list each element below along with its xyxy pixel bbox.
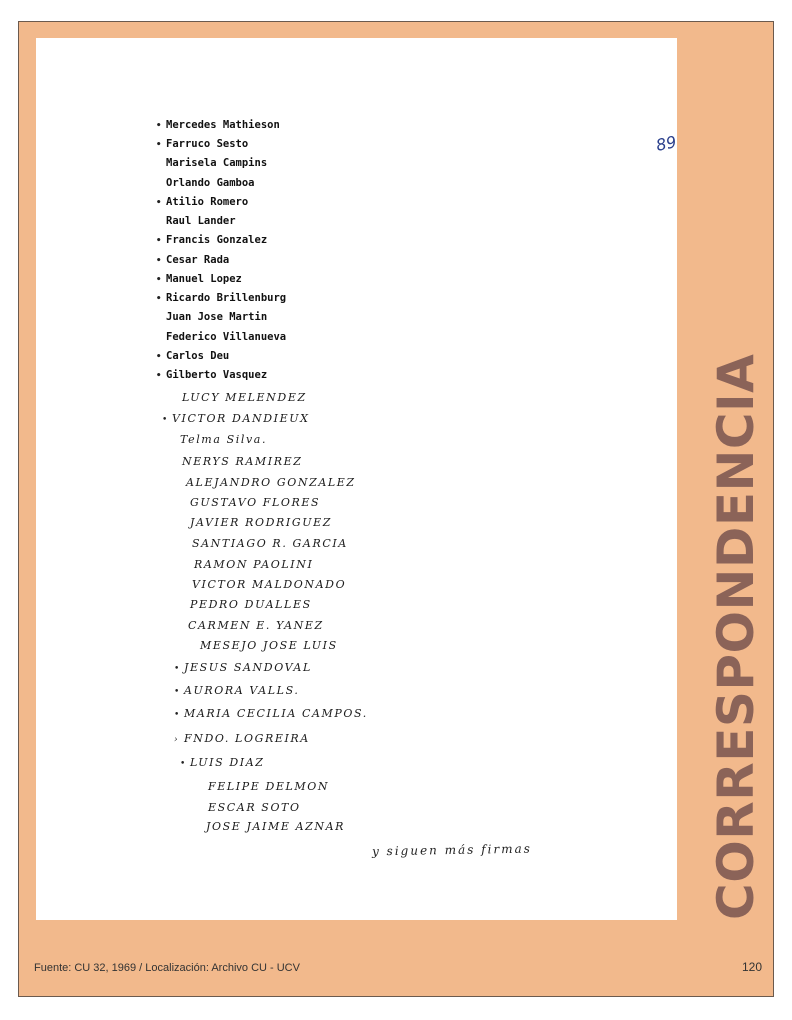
bullet-mark: • [174,710,181,720]
handwritten-name-row [172,391,307,404]
bullet-mark: • [174,664,181,674]
typed-name: Gilberto Vasquez [166,369,268,381]
document-sheet [36,38,677,920]
handwritten-name-row [174,707,368,720]
bullet-mark: • [156,371,162,381]
section-title-container [688,340,768,920]
handwritten-name: NERYS RAMIREZ [182,455,303,468]
typed-name-row [156,215,236,227]
bullet-mark: • [174,687,181,697]
handwritten-name-row [184,558,313,571]
handwritten-name-row [182,537,348,550]
typed-name-row [156,331,286,343]
handwritten-page-number: 89 [654,132,679,155]
handwritten-name: Telma Silva. [180,433,268,446]
handwritten-name-row [174,684,299,697]
typed-name: Ricardo Brillenburg [166,292,287,304]
handwritten-name-row [180,516,332,529]
handwritten-name: GUSTAVO FLORES [190,496,321,509]
typed-name: Juan Jose Martin [166,311,268,323]
handwritten-name: JAVIER RODRIGUEZ [190,516,332,529]
typed-name: Manuel Lopez [166,273,242,285]
bullet-mark: • [156,198,162,208]
bullet-mark: • [156,236,162,246]
handwritten-name-row [196,820,345,833]
typed-name: Marisela Campins [166,157,268,169]
handwritten-name-row [180,496,320,509]
bullet-mark: • [180,759,187,769]
typed-name: Orlando Gamboa [166,177,255,189]
handwritten-name-row [198,780,329,793]
handwritten-name: FNDO. LOGREIRA [184,732,310,745]
handwritten-name-row [198,801,301,814]
handwritten-name: MESEJO JOSE LUIS [200,639,338,652]
handwritten-name: VICTOR MALDONADO [192,578,347,591]
handwritten-name: JOSE JAIME AZNAR [206,820,346,833]
handwritten-name-row [180,598,312,611]
handwritten-name-row [178,619,324,632]
bullet-mark: • [156,294,162,304]
source-note: Fuente: CU 32, 1969 / Localización: Archivo CU - UCV [34,962,300,974]
typed-name-row [156,119,280,131]
typed-name: Atilio Romero [166,196,249,208]
handwritten-name-row [172,455,302,468]
handwritten-name: AURORA VALLS. [184,684,300,697]
closing-note: y siguen más firmas [371,841,532,859]
bullet-mark: • [156,352,162,362]
typed-name: Federico Villanueva [166,331,287,343]
typed-name: Mercedes Mathieson [166,119,280,131]
typed-name: Francis Gonzalez [166,234,268,246]
handwritten-name-row [176,476,356,489]
handwritten-name: LUIS DIAZ [190,756,265,769]
bullet-mark: • [156,256,162,266]
handwritten-name: RAMON PAOLINI [194,558,314,571]
handwritten-name: LUCY MELENDEZ [182,391,307,404]
bullet-mark: • [156,275,162,285]
typed-name: Cesar Rada [166,254,230,266]
handwritten-name: JESUS SANDOVAL [184,661,312,674]
typed-name-row [156,157,267,169]
handwritten-name-row [180,756,265,769]
handwritten-name: MARIA CECILIA CAMPOS. [184,707,368,720]
typed-name: Raul Lander [166,215,236,227]
handwritten-name-row [170,433,267,446]
handwritten-name: ALEJANDRO GONZALEZ [186,476,356,489]
handwritten-name-row [174,661,312,674]
typed-name-row [156,292,286,304]
bullet-mark: • [162,415,169,425]
typed-name: Carlos Deu [166,350,230,362]
bullet-mark: • [156,121,162,131]
handwritten-name: SANTIAGO R. GARCIA [192,537,348,550]
typed-name-row [156,138,248,150]
handwritten-name: FELIPE DELMON [208,780,330,793]
handwritten-name-row [182,578,346,591]
handwritten-name-row [174,732,310,745]
section-title: CORRESPONDENCIA [707,353,765,920]
typed-name-row [156,254,229,266]
handwritten-name: PEDRO DUALLES [190,598,312,611]
handwritten-name: CARMEN E. YANEZ [188,619,324,632]
typed-name-row [156,311,267,323]
typed-name-row [156,369,267,381]
bullet-mark: • [156,140,162,150]
typed-name-row [156,234,267,246]
handwritten-name-row [162,412,310,425]
handwritten-name-row [190,639,338,652]
typed-name: Farruco Sesto [166,138,249,150]
page-number: 120 [741,960,762,974]
typed-name-row [156,273,242,285]
handwritten-name: ESCAR SOTO [208,801,301,814]
handwritten-name: VICTOR DANDIEUX [172,412,310,425]
typed-name-row [156,177,255,189]
typed-name-row [156,196,248,208]
bullet-mark: › [174,735,180,745]
typed-name-row [156,350,229,362]
